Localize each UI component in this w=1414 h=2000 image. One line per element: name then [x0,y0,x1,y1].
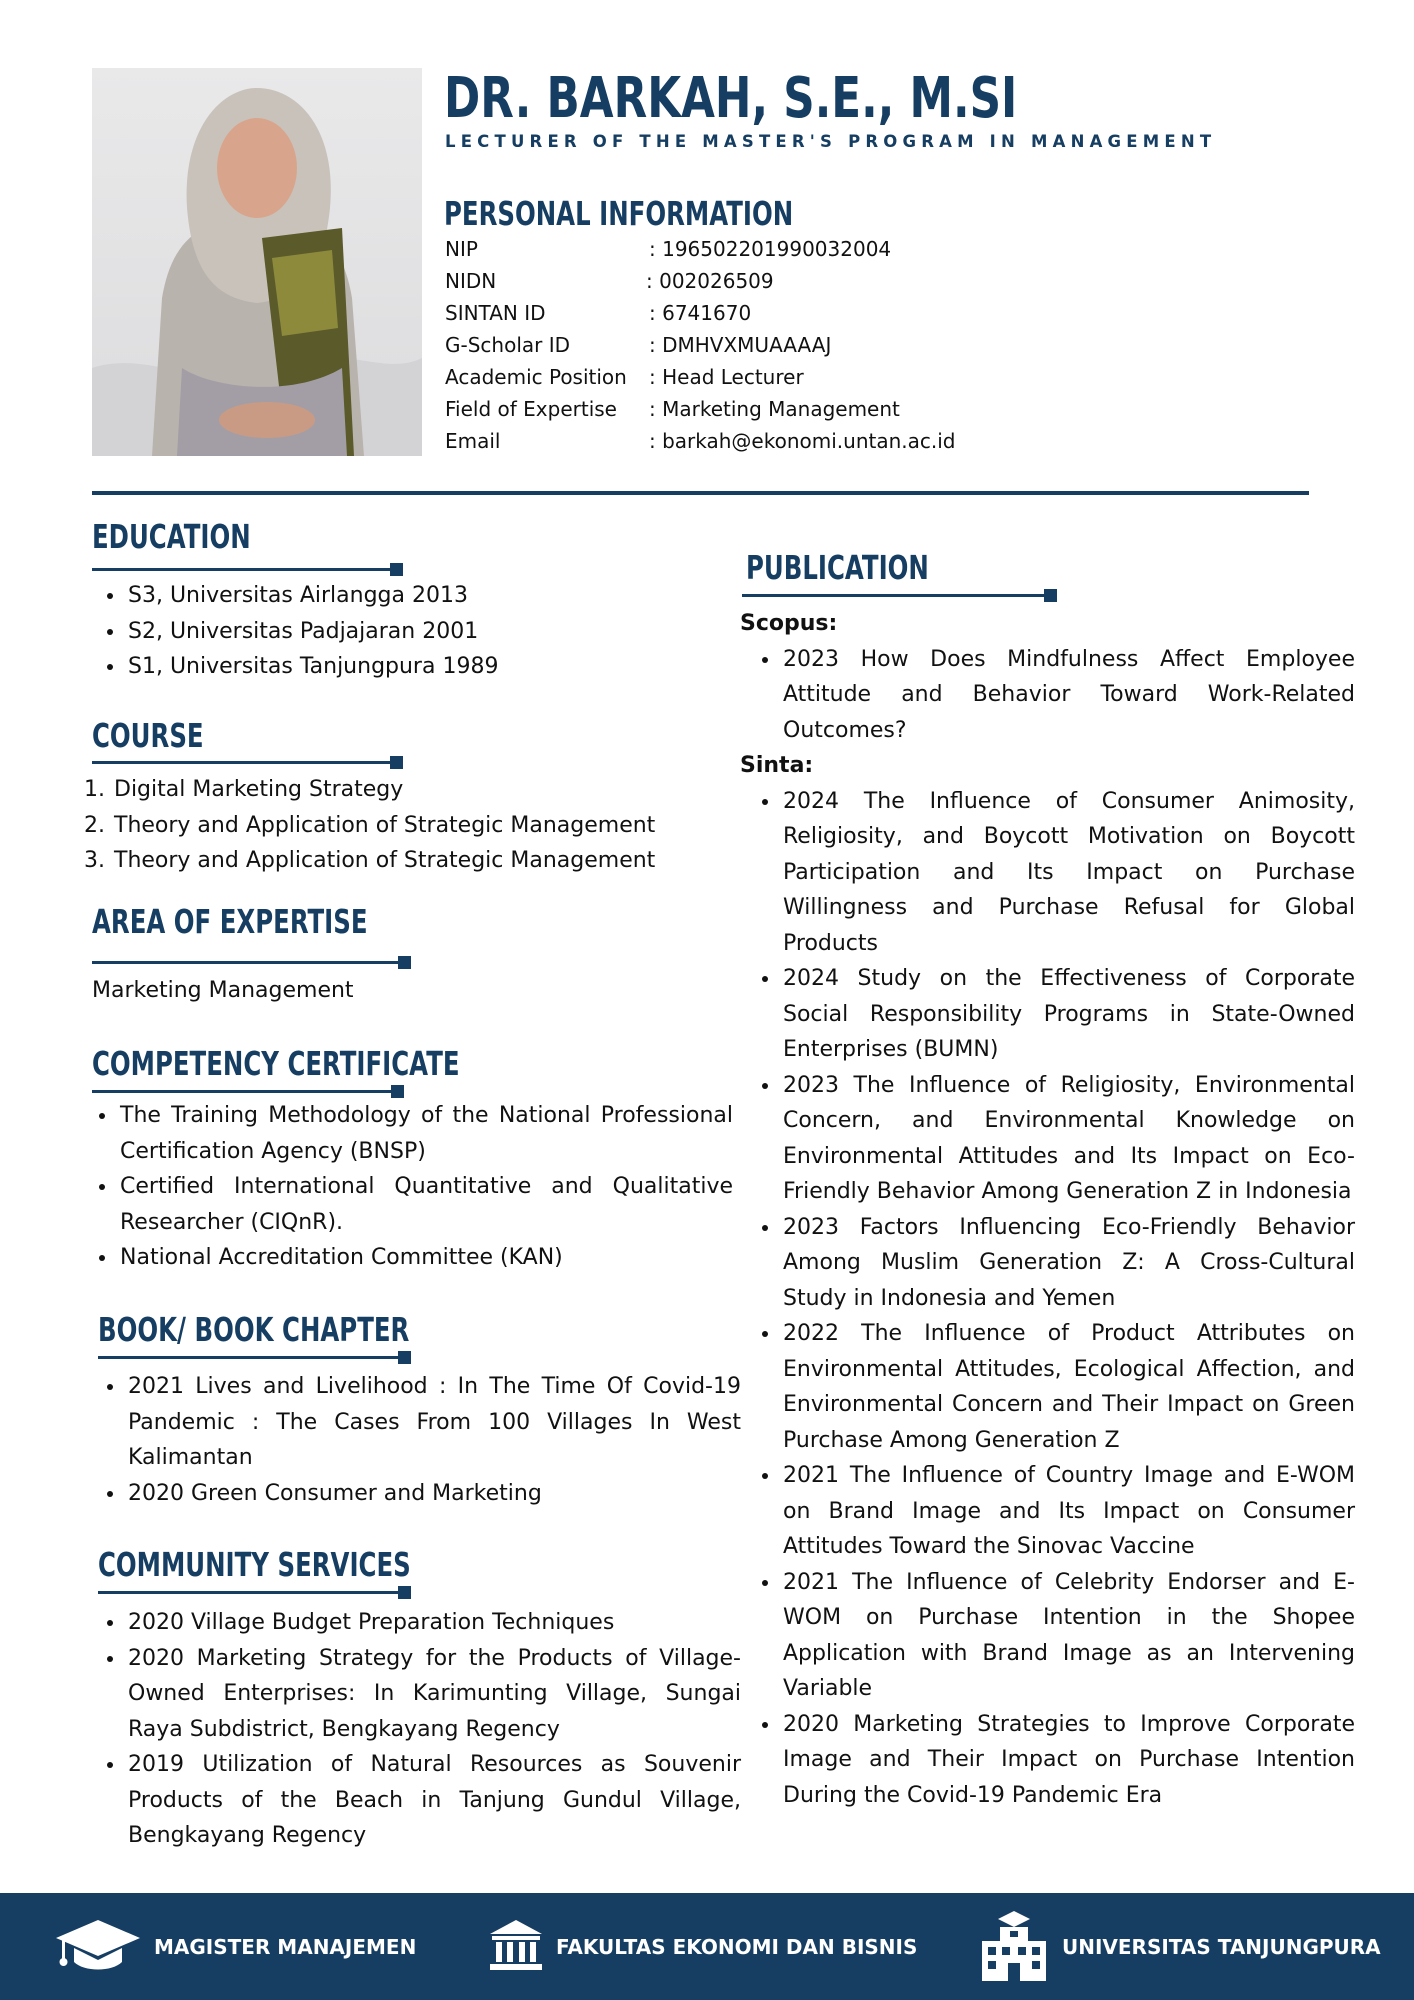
info-row-nip [445,233,956,265]
list-item: • 2020 Green Consumer and Marketing [126,1476,741,1512]
info-row-academic-position [445,361,956,393]
list-item: • 2021 The Influence of Country Image and E-WOM on Brand Image and Its Impact on Consumer Attitudes Toward the Sinovac Vaccine [781,1458,1355,1565]
list-item: • 2021 Lives and Livelihood : In The Time Of Covid-19 Pandemic : The Cases From 100 Villages In West Kalimantan [126,1369,741,1476]
info-row-field-of-expertise [445,393,956,425]
university-building-icon [978,1909,1050,1985]
book-underline [98,1356,406,1359]
book-heading: BOOK/ BOOK CHAPTER [98,1310,410,1349]
list-item: • S2, Universitas Padjajaran 2001 [126,614,746,650]
publication-list [740,606,1355,1813]
footer-bar [0,1893,1414,2000]
personal-info-table [445,233,956,457]
list-item: • 2021 The Influence of Celebrity Endorser and E-WOM on Purchase Intention in the Shopee Application with Brand Image as an Intervening Variable [781,1565,1355,1707]
person-name: DR. BARKAH, S.E., M.SI [444,66,1018,131]
education-heading: EDUCATION [92,517,251,556]
community-underline-marker [398,1586,411,1599]
info-label: Email [445,429,501,453]
list-item: • National Accreditation Committee (KAN) [118,1240,733,1276]
footer-label: FAKULTAS EKONOMI DAN BISNIS [556,1934,918,1959]
course-underline-marker [390,756,403,769]
list-item: • 2020 Marketing Strategy for the Products of Village-Owned Enterprises: In Karimunting Village, Sungai Raya Subdistrict, Bengkayang Regency [126,1641,741,1748]
sinta-label: Sinta: [740,753,814,778]
scopus-list [740,642,1355,749]
info-label: G-Scholar ID [445,333,571,357]
certificate-heading: COMPETENCY CERTIFICATE [92,1044,460,1083]
list-item: • 2020 Village Budget Preparation Techniques [126,1605,741,1641]
course-list [76,772,752,879]
footer-item-universitas [978,1893,1381,2000]
community-underline [98,1591,406,1594]
list-item: 1. Digital Marketing Strategy [112,772,752,808]
personal-info-heading: PERSONAL INFORMATION [444,194,794,233]
footer-item-magister [54,1893,416,2000]
info-value: : DMHVXMUAAAAJ [649,333,832,357]
list-item: • 2019 Utilization of Natural Resources as Souvenir Products of the Beach in Tanjung Gundul Village, Bengkayang Regency [126,1747,741,1854]
info-value: : 196502201990032004 [649,237,892,261]
scopus-label: Scopus: [740,611,838,636]
list-item: • Certified International Quantitative and Qualitative Researcher (CIQnR). [118,1169,733,1240]
list-item: • 2024 The Influence of Consumer Animosity, Religiosity, and Boycott Motivation on Boycott Participation and Its Impact on Purchase Willingness and Purchase Refusal for Global Products [781,784,1355,962]
education-underline [92,568,392,571]
info-label: NIP [445,237,478,261]
expertise-underline-marker [398,956,411,969]
info-label: SINTAN ID [445,301,546,325]
course-underline [92,761,392,764]
footer-item-fakultas [488,1893,917,2000]
expertise-underline [92,961,400,964]
publication-heading: PUBLICATION [746,548,929,587]
header-divider [92,491,1309,495]
community-list [92,1605,741,1854]
info-value: : barkah@ekonomi.untan.ac.id [649,429,956,453]
info-value: : Marketing Management [649,397,900,421]
footer-label: MAGISTER MANAJEMEN [154,1934,417,1959]
list-item: • 2022 The Influence of Product Attributes on Environmental Attitudes, Ecological Affection, and Environmental Concern and Their Impact on Green Purchase Among Generation Z [781,1316,1355,1458]
info-label: NIDN [445,269,497,293]
profile-photo [92,68,422,456]
institution-building-icon [488,1918,544,1976]
list-item: • 2023 How Does Mindfulness Affect Employee Attitude and Behavior Toward Work-Related Outcomes? [781,642,1355,749]
list-item: 2. Theory and Application of Strategic Management [112,808,752,844]
info-value: : 6741670 [649,301,752,325]
list-item: • 2023 Factors Influencing Eco-Friendly Behavior Among Muslim Generation Z: A Cross-Cultural Study in Indonesia and Yemen [781,1210,1355,1317]
portrait-illustration [92,68,422,456]
education-underline-marker [390,563,403,576]
community-heading: COMMUNITY SERVICES [98,1545,411,1584]
job-title: LECTURER OF THE MASTER'S PROGRAM IN MANAGEMENT [445,132,1217,151]
certificate-list [92,1098,733,1276]
list-item: 3. Theory and Application of Strategic Management [112,843,752,879]
list-item: • 2020 Marketing Strategies to Improve Corporate Image and Their Impact on Purchase Intention During the Covid-19 Pandemic Era [781,1707,1355,1814]
list-item: • 2024 Study on the Effectiveness of Corporate Social Responsibility Programs in State-Owned Enterprises (BUMN) [781,961,1355,1068]
certificate-underline-marker [391,1085,404,1098]
certificate-underline [92,1090,400,1093]
list-item: • S1, Universitas Tanjungpura 1989 [126,649,746,685]
publication-underline [742,594,1050,597]
course-heading: COURSE [92,716,204,755]
info-row-gscholar-id [445,329,956,361]
info-label: Academic Position [445,365,627,389]
expertise-text: Marketing Management [92,978,354,1003]
publication-underline-marker [1044,589,1057,602]
list-item: • The Training Methodology of the National Professional Certification Agency (BNSP) [118,1098,733,1169]
book-list [92,1369,741,1511]
list-item: • S3, Universitas Airlangga 2013 [126,578,746,614]
info-value: : Head Lecturer [649,365,804,389]
graduation-cap-icon [54,1916,142,1978]
info-label: Field of Expertise [445,397,617,421]
expertise-heading: AREA OF EXPERTISE [92,902,368,941]
info-row-email [445,425,956,457]
info-value: : 002026509 [646,269,774,293]
footer-label: UNIVERSITAS TANJUNGPURA [1062,1934,1381,1959]
info-row-sintan-id [445,297,956,329]
list-item: • 2023 The Influence of Religiosity, Environmental Concern, and Environmental Knowledge on Environmental Attitudes and Its Impact on Eco-Friendly Behavior Among Generation Z in Indonesia [781,1068,1355,1210]
info-row-nidn [445,265,956,297]
education-list [92,578,746,685]
sinta-list [740,784,1355,1814]
book-underline-marker [398,1351,411,1364]
